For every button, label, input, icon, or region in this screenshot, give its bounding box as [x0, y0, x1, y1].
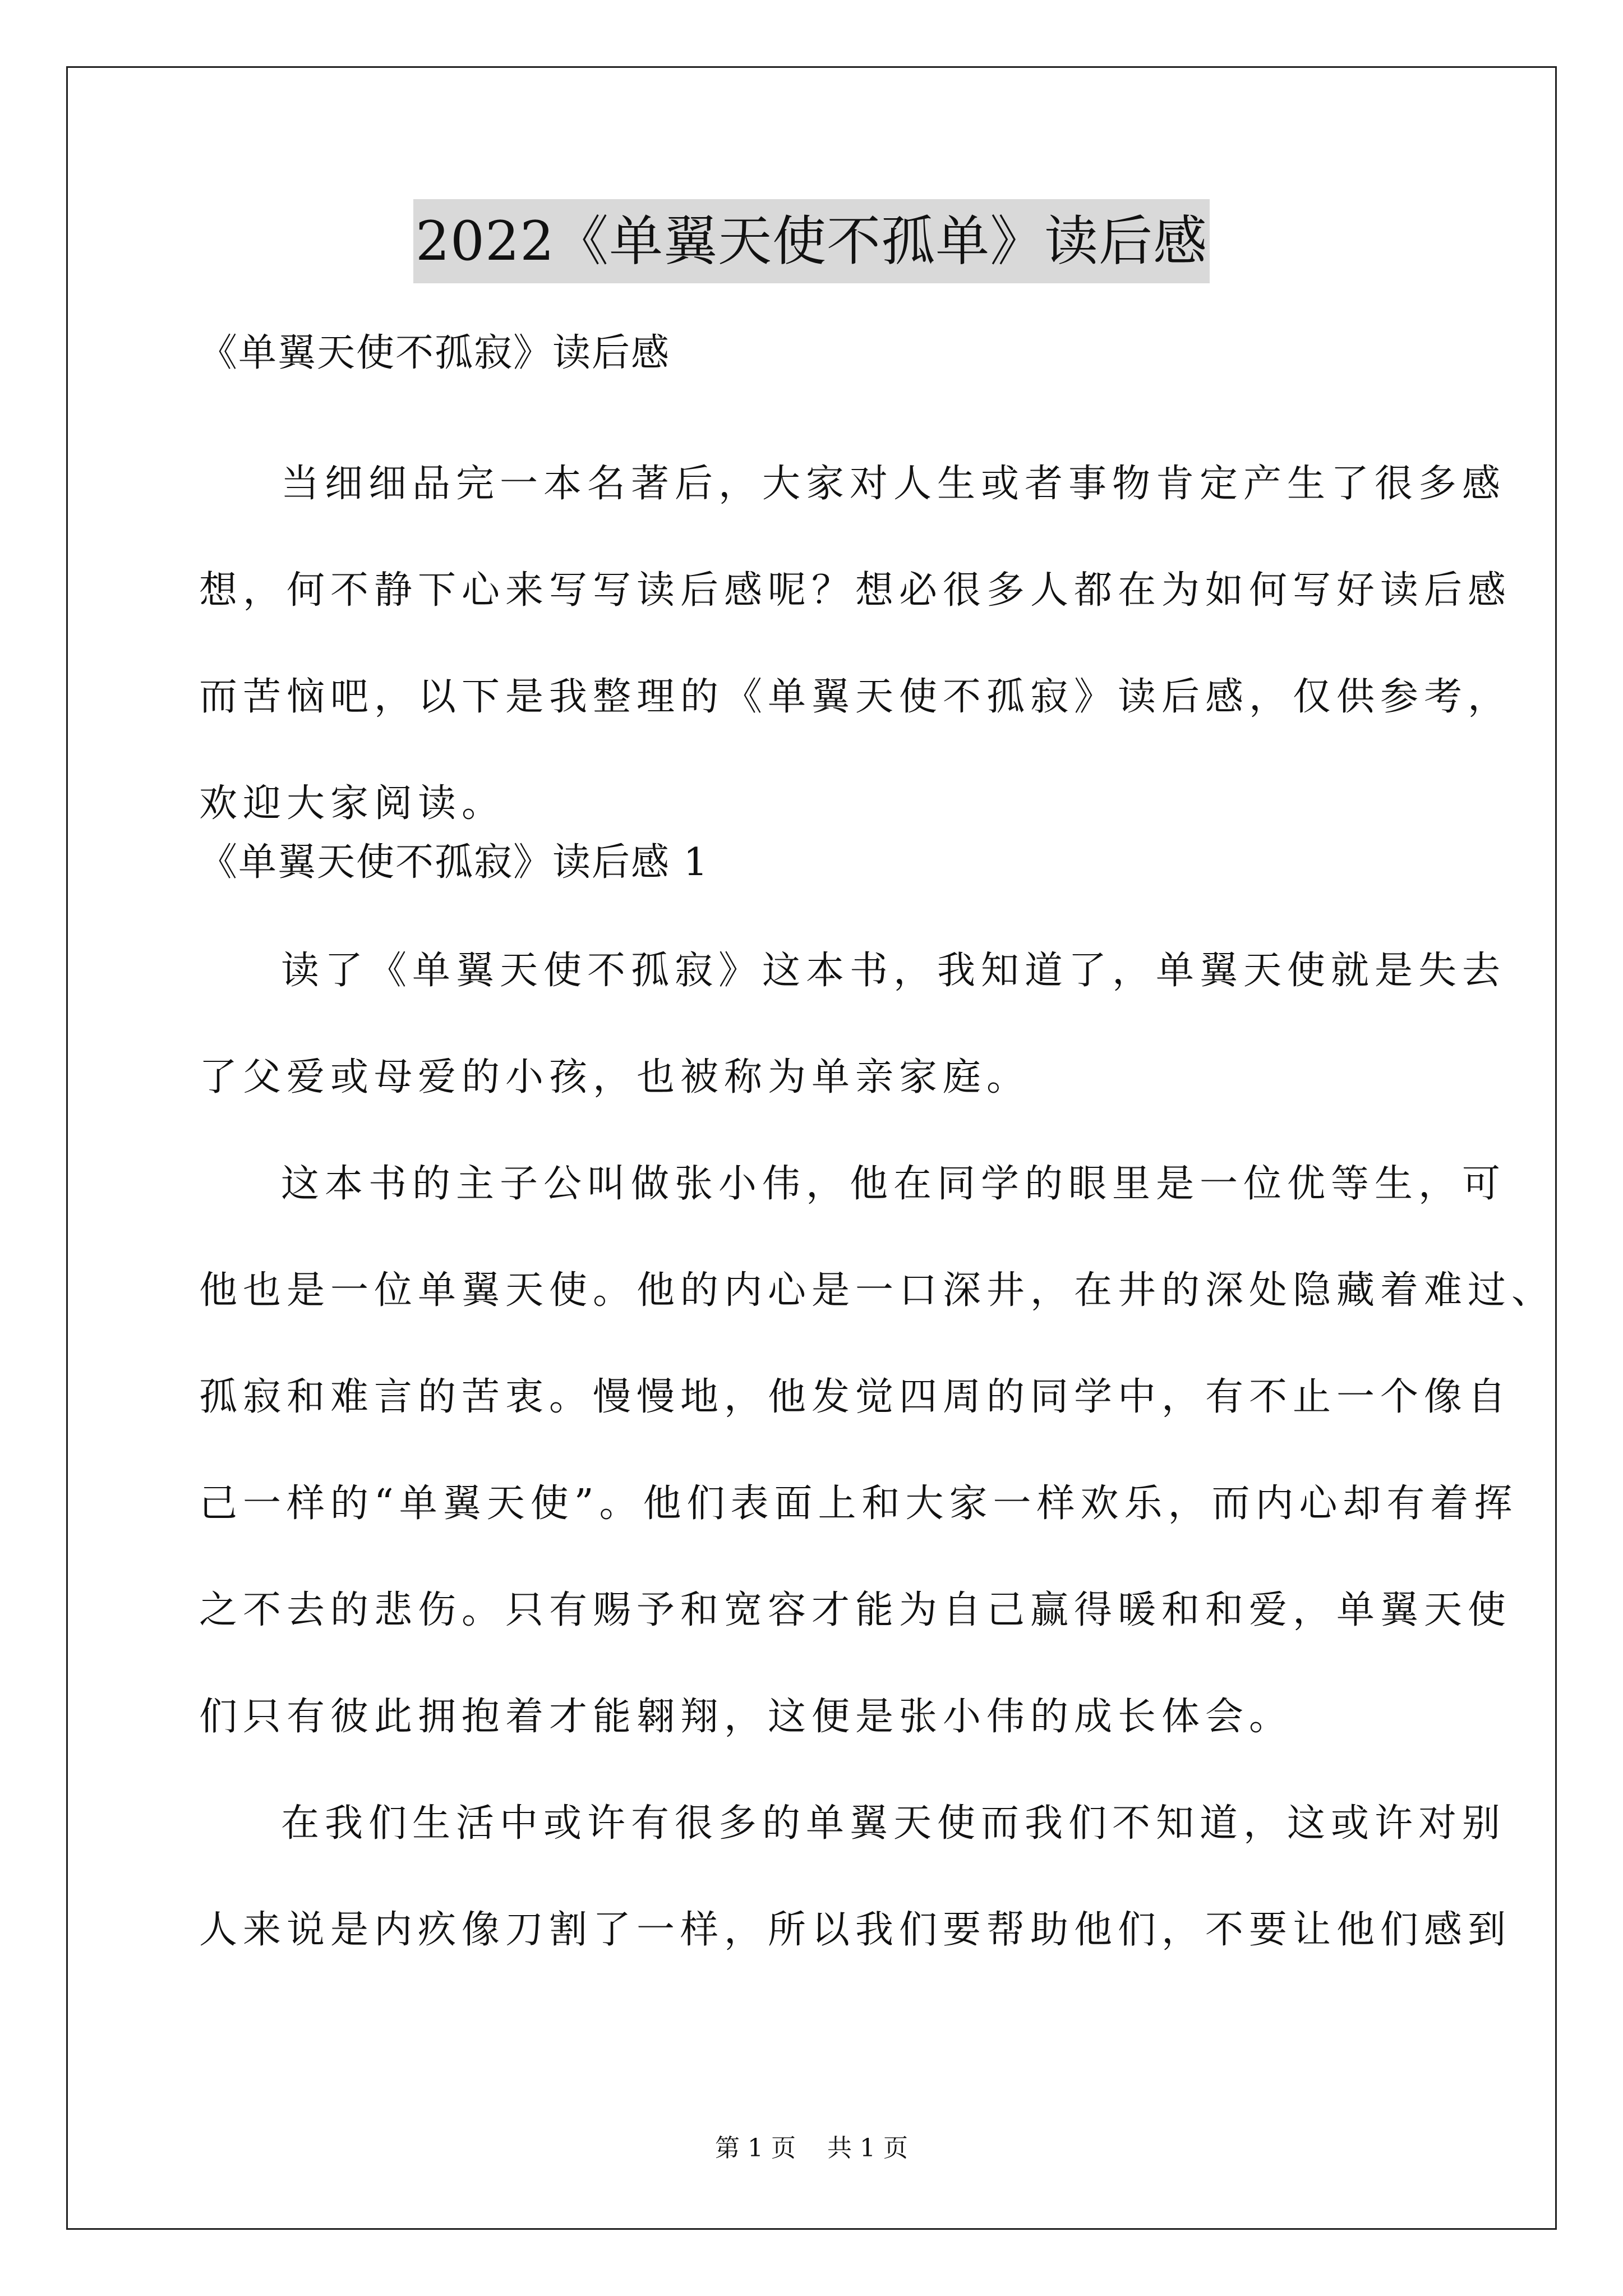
paragraph-line: 他也是一位单翼天使。他的内心是一口深井，在井的深处隐藏着难过、: [199, 1268, 1556, 1313]
section-paragraph-1: [199, 918, 1506, 1131]
paragraph-line: 这本书的主子公叫做张小伟，他在同学的眼里是一位优等生，可: [281, 1162, 1506, 1206]
page-total: 共 1 页: [827, 2134, 908, 2162]
title-area: [0, 199, 1623, 283]
paragraph-line: 了父爱或母爱的小孩，也被称为单亲家庭。: [199, 1055, 1031, 1099]
paragraph-line: 欢迎大家阅读。: [199, 781, 506, 826]
page-footer: [0, 2132, 1623, 2165]
paragraph-line: 当细细品完一本名著后，大家对人生或者事物肯定产生了很多感: [281, 462, 1506, 506]
section-heading: 《单翼天使不孤寂》读后感 1: [199, 840, 709, 885]
section-paragraph-2: [199, 1131, 1556, 1770]
paragraph-line: 在我们生活中或许有很多的单翼天使而我们不知道，这或许对别: [281, 1801, 1506, 1846]
page-title: 2022《单翼天使不孤单》读后感: [413, 199, 1210, 283]
paragraph-line: 己一样的“单翼天使”。他们表面上和大家一样欢乐，而内心却有着挥: [199, 1481, 1518, 1526]
paragraph-line: 想，何不静下心来写写读后感呢？想必很多人都在为如何写好读后感: [199, 568, 1512, 613]
paragraph-line: 而苦恼吧，以下是我整理的《单翼天使不孤寂》读后感，仅供参考，: [199, 675, 1512, 719]
paragraph-line: 读了《单翼天使不孤寂》这本书，我知道了，单翼天使就是失去: [281, 949, 1506, 993]
page-number: 第 1 页: [715, 2134, 796, 2162]
section-paragraph-3: [199, 1770, 1512, 1984]
intro-paragraph: [199, 431, 1512, 857]
paragraph-line: 人来说是内疚像刀割了一样，所以我们要帮助他们，不要让他们感到: [199, 1908, 1512, 1952]
intro-heading: 《单翼天使不孤寂》读后感: [199, 331, 671, 375]
paragraph-line: 们只有彼此拥抱着才能翱翔，这便是张小伟的成长体会。: [199, 1695, 1293, 1739]
paragraph-line: 孤寂和难言的苦衷。慢慢地，他发觉四周的同学中，有不止一个像自: [199, 1375, 1512, 1419]
document-body: [199, 325, 1556, 1984]
paragraph-line: 之不去的悲伤。只有赐予和宽容才能为自己赢得暖和和爱，单翼天使: [199, 1588, 1512, 1632]
